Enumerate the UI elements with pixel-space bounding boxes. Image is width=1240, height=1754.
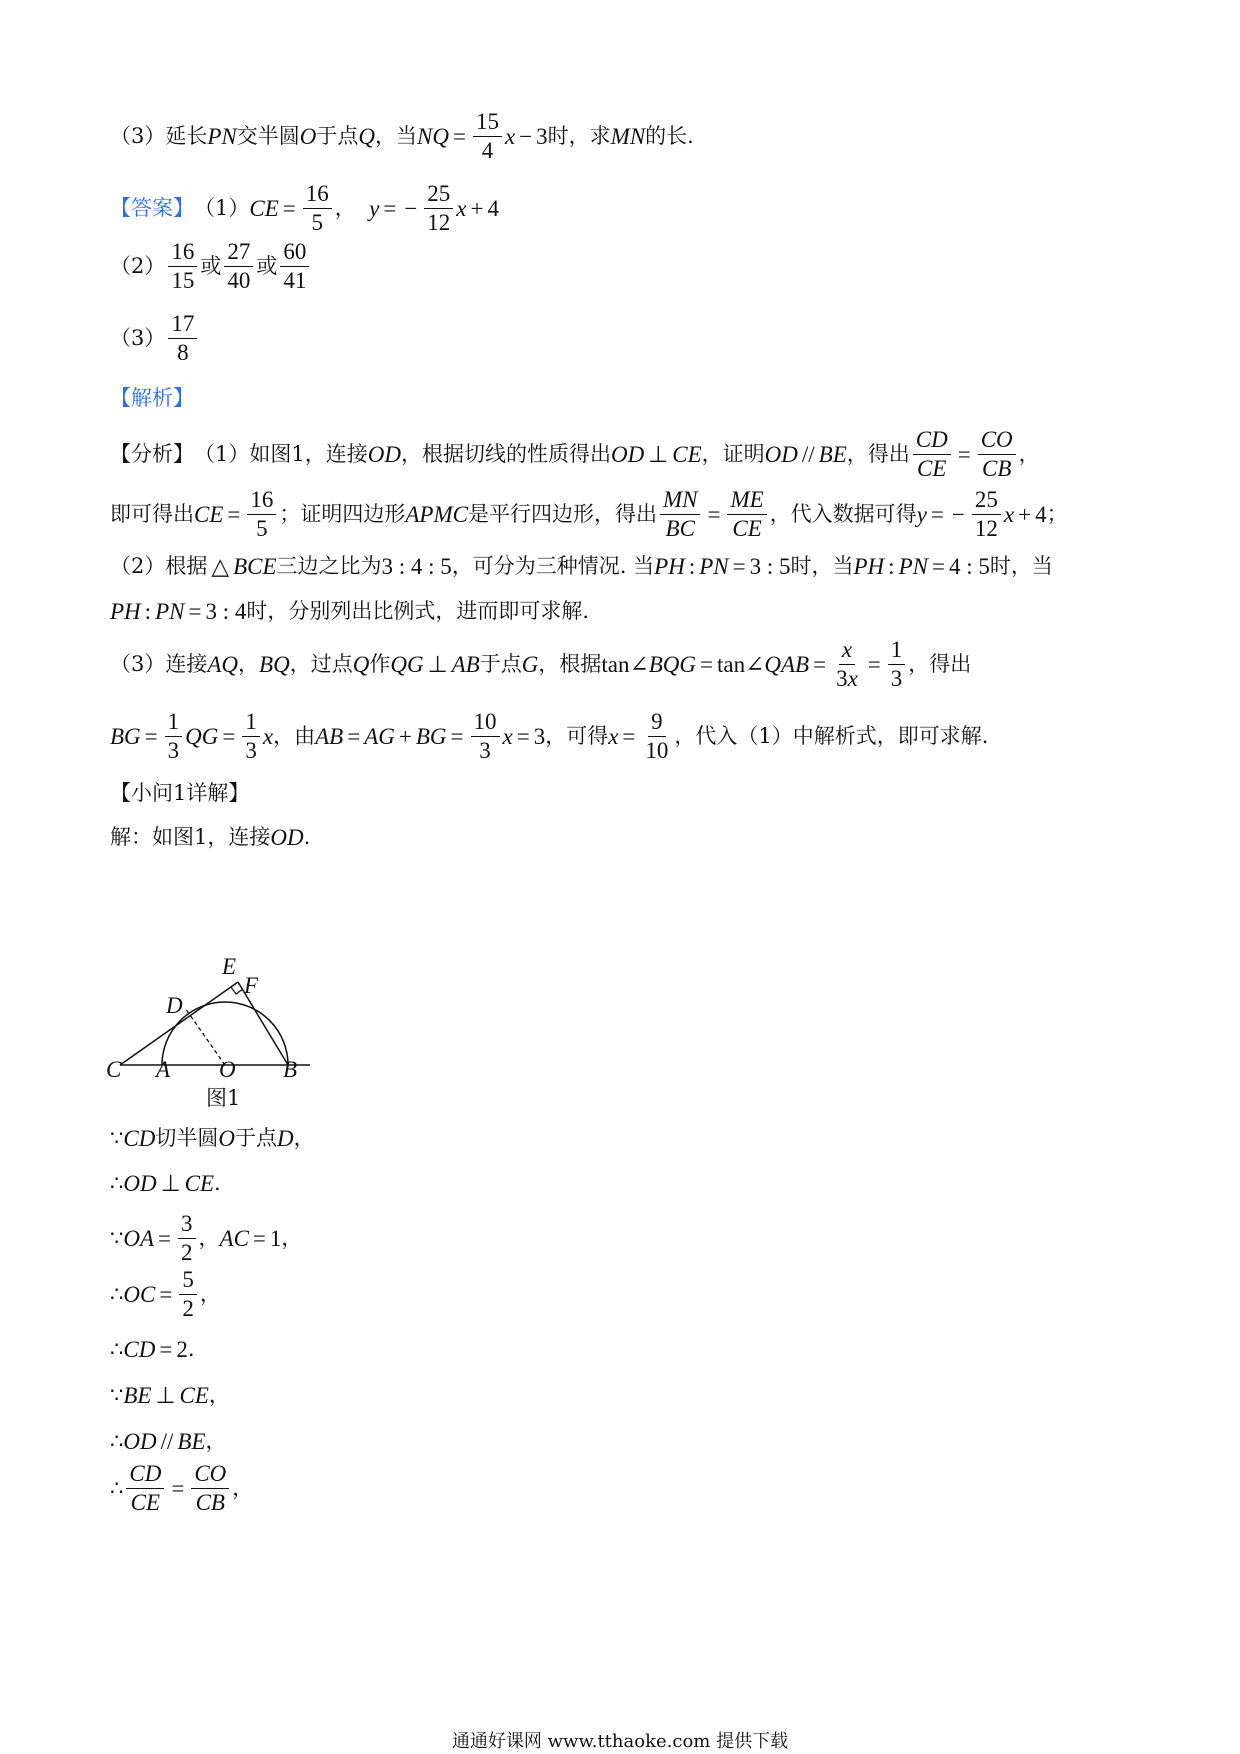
fenxi-line-6: BG = $\frac{1}{3}$ QG = $\frac{1}{3}$ x ，由 AB = AG + BG = $\frac{10}{3}$ x = 3 ，可得 x = $\frac{9}{10}$ ，代入（1）中解析式，即可求解. bbox=[110, 709, 989, 764]
fenxi-line-4: PH : PN = 3 : 4 时，分别列出比例式，进而即可求解. bbox=[110, 599, 590, 624]
step-4: ∴ OC = $\frac{5}{2}$ ， bbox=[110, 1267, 221, 1322]
step-3: ∵ OA = $\frac{3}{2}$ ， AC = 1 ， bbox=[110, 1211, 303, 1266]
answer-tag: 【答案】 bbox=[110, 196, 194, 221]
fenxi-line-2: 即可得出 CE = $\frac{16}{5}$ ；证明四边形 APMC 是平行四边形，得出 $\frac{MN}{BC}$ = $\frac{ME}{CE}$ ，代入数据可得 y = − $\frac{25}{12}$ x + 4 ； bbox=[110, 487, 1068, 542]
answer-line-1: 【答案】 （1） CE = $\frac{16}{5}$ ， y = − $\frac{25}{12}$ x + 4 bbox=[110, 181, 499, 236]
figure-label-c: C bbox=[106, 1057, 122, 1082]
step-1: ∵ CD 切半圆 O 于点 D ， bbox=[110, 1126, 315, 1151]
analysis-tag: 【解析】 bbox=[110, 386, 194, 410]
figure-label-b: B bbox=[283, 1057, 298, 1082]
step-6: ∵ BE ⊥ CE ， bbox=[110, 1383, 230, 1408]
step-5: ∴ CD = 2 . bbox=[110, 1337, 195, 1362]
detail-tag: 【小问1详解】 bbox=[110, 781, 250, 805]
figure-label-e: E bbox=[222, 954, 237, 979]
answer-line-2: （2） $\frac{16}{15}$ 或 $\frac{27}{40}$ 或 $\frac{60}{41}$ bbox=[110, 240, 312, 293]
step-8: ∴ $\frac{CD}{CE}$ = $\frac{CO}{CB}$ ， bbox=[110, 1461, 254, 1516]
step-7: ∴ OD // BE ， bbox=[110, 1429, 227, 1454]
fenxi-line-5: （3）连接 AQ ， BQ ，过点 Q 作 QG ⊥ AB 于点 G ，根据 tan∠ BQG = tan∠ QAB = $\frac{x}{3x}$ = $\frac{1}{3}$ ，得出 bbox=[110, 637, 972, 692]
figure-label-o: O bbox=[219, 1057, 236, 1082]
step-2: ∴ OD ⊥ CE . bbox=[110, 1171, 221, 1196]
question-3: （3）延长 PN 交半圆 O 于点 Q ，当 NQ = $\frac{15}{4}$ x − 3 时，求 MN 的长. bbox=[110, 109, 694, 164]
figure-label-f: F bbox=[244, 973, 259, 998]
answer-line-3: （3） $\frac{17}{8}$ bbox=[110, 312, 200, 365]
figure-label-a: A bbox=[156, 1057, 171, 1082]
fenxi-line-1: 【分析】 （1）如图1，连接 OD ，根据切线的性质得出 OD ⊥ CE ，证明 OD // BE ，得出 $\frac{CD}{CE}$ = $\frac{CO}{CB}$ ， bbox=[110, 427, 1040, 482]
page-footer: 通通好课网 www.tthaoke.com 提供下载 bbox=[451, 1731, 789, 1752]
detail-line-1: 解：如图1，连接 OD . bbox=[110, 825, 311, 850]
figure-label-d: D bbox=[166, 993, 183, 1018]
figure-caption: 图1 bbox=[206, 1086, 241, 1110]
fenxi-line-3: （2）根据 △ BCE 三边之比为 3 : 4 : 5 ，可分为三种情况. 当 PH : PN = 3 : 5 时，当 PH : PN = 4 : 5 时，当 bbox=[110, 554, 1053, 579]
